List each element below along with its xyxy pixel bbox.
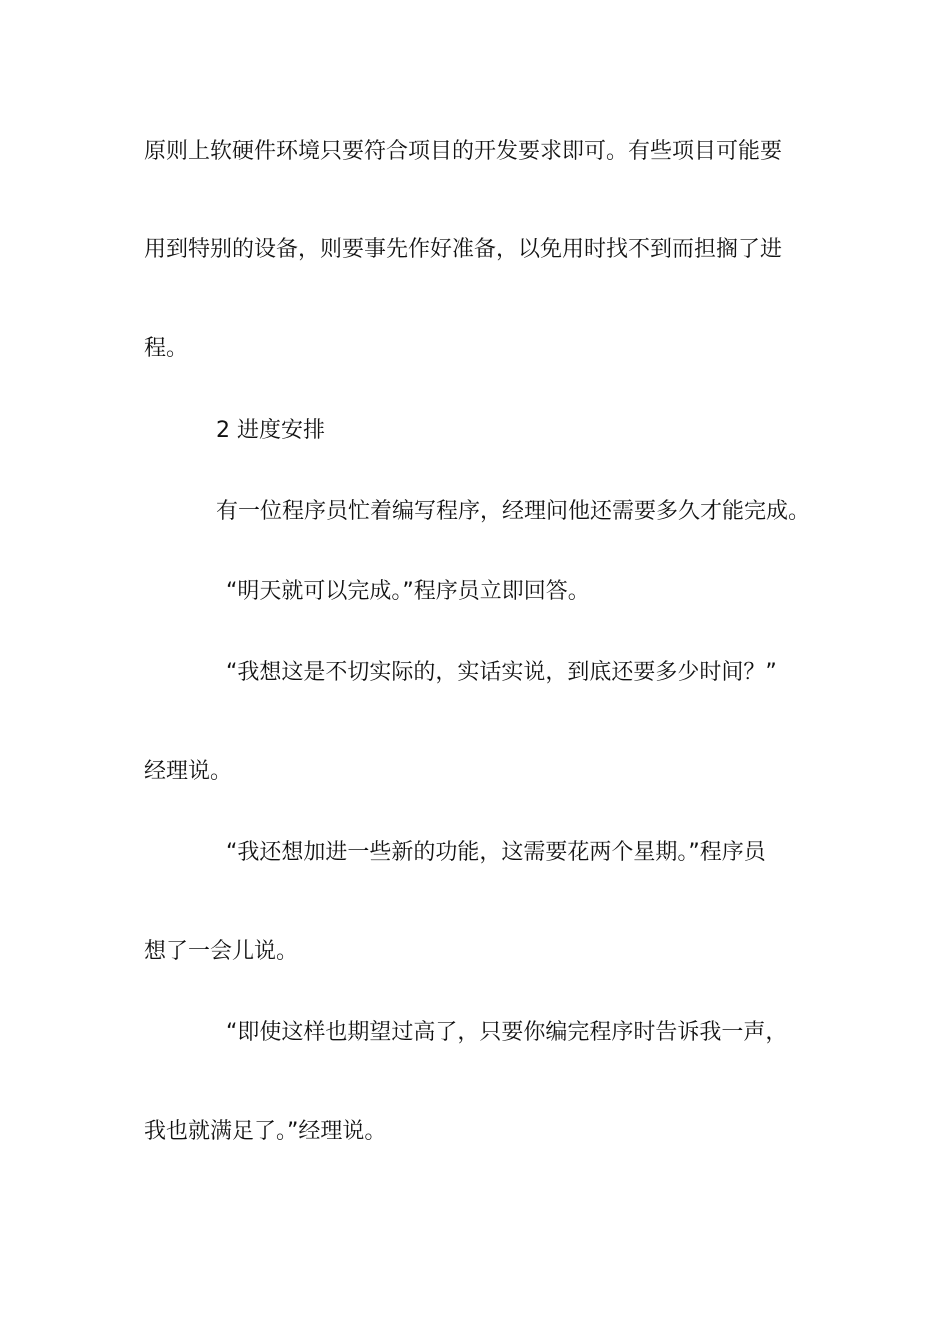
section-heading: 2 进度安排 [216, 418, 325, 443]
paragraph-line-1: 原则上软硬件环境只要符合项目的开发要求即可。有些项目可能要 [144, 139, 783, 164]
paragraph-line-2: 用到特别的设备，则要事先作好准备，以免用时找不到而担搁了进 [144, 237, 783, 262]
paragraph-line-12: 我也就满足了。”经理说。 [144, 1119, 387, 1144]
paragraph-line-3: 程。 [144, 336, 189, 361]
paragraph-line-11: “即使这样也期望过高了，只要你编完程序时告诉我一声， [226, 1020, 788, 1045]
paragraph-line-5: 有一位程序员忙着编写程序，经理问他还需要多久才能完成。 [216, 499, 811, 524]
paragraph-line-8: 经理说。 [144, 759, 233, 784]
paragraph-line-10: 想了一会儿说。 [144, 939, 299, 964]
paragraph-line-9: “我还想加进一些新的功能，这需要花两个星期。”程序员 [226, 840, 766, 865]
paragraph-line-7: “我想这是不切实际的，实话实说，到底还要多少时间？” [226, 660, 777, 685]
paragraph-line-6: “明天就可以完成。”程序员立即回答。 [226, 579, 590, 604]
